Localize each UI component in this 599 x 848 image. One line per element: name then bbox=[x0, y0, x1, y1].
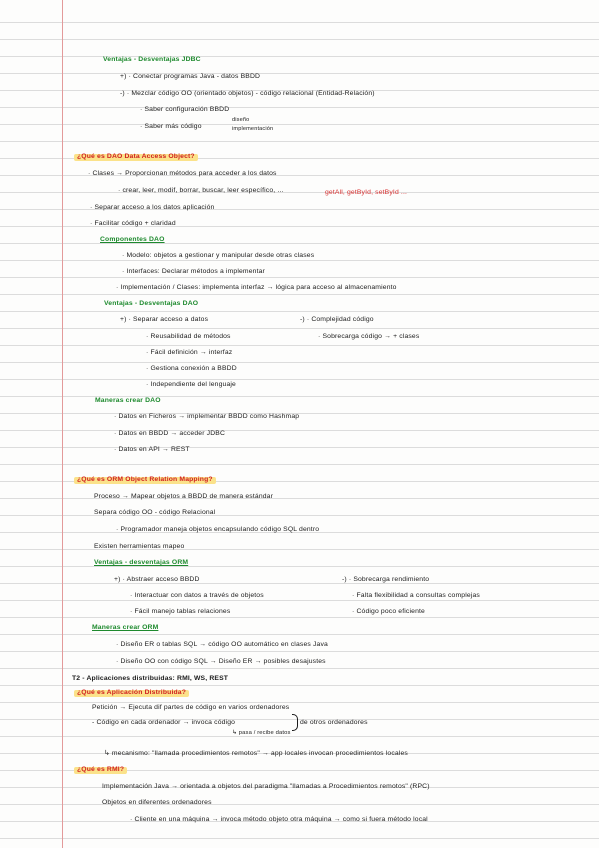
orm-con-flexibilidad: · Falta flexibilidad a consultas complejas bbox=[352, 592, 480, 599]
maneras-api: · Datos en API → REST bbox=[114, 446, 190, 453]
maneras-bbdd: · Datos en BBDD → acceder JDBC bbox=[114, 430, 226, 437]
dao-pro-independiente: · Independiente del lenguaje bbox=[146, 381, 236, 388]
rmi-implementacion: Implementación Java → orientada a objetos del paradigma "llamadas a Procedimientos remotos" (RPC) bbox=[102, 783, 430, 790]
dao-getters: getAll, getById, setById ... bbox=[325, 189, 408, 196]
heading-ventajas-orm: Ventajas - desventajas ORM bbox=[94, 559, 189, 566]
maneras-ficheros: · Datos en Ficheros → implementar BBDD como Hashmap bbox=[114, 413, 300, 420]
orm-pro-abstraer: +) · Abstraer acceso BBDD bbox=[114, 576, 200, 583]
jdbc-implementacion: implementación bbox=[232, 126, 274, 132]
dao-pro-separar: +) · Separar acceso a datos bbox=[120, 316, 209, 323]
componente-interfaces: · Interfaces: Declarar métodos a implementar bbox=[122, 268, 265, 275]
jdbc-diseno: diseño bbox=[232, 117, 250, 123]
dao-facilitar: · Facilitar código + claridad bbox=[90, 220, 176, 227]
dao-con-sobrecarga: · Sobrecarga código → + clases bbox=[318, 333, 420, 340]
componente-implementacion: · Implementación / Clases: implementa interfaz → lógica para acceso al almacenamiento bbox=[116, 284, 397, 291]
rmi-cliente: · Cliente en una máquina → invoca método objeto otra máquina → como si fuera método local bbox=[130, 816, 428, 823]
orm-separa: Separa código OO - código Relacional bbox=[94, 509, 216, 516]
dist-peticion: Petición → Ejecuta dif partes de código en varios ordenadores bbox=[92, 704, 290, 711]
dao-con-complejidad: -) · Complejidad código bbox=[300, 316, 374, 323]
dao-crud: · crear, leer, modif, borrar, buscar, leer específico, ... bbox=[118, 187, 284, 194]
heading-dao-question: ¿Qué es DAO Data Access Object? bbox=[74, 154, 198, 161]
dist-codigo: - Código en cada ordenador → invoca código bbox=[92, 719, 236, 726]
heading-distribuida-question: ¿Qué es Aplicación Distribuida? bbox=[74, 690, 189, 697]
orm-programador: · Programador maneja objetos encapsulando código SQL dentro bbox=[116, 526, 320, 533]
heading-maneras-dao: Maneras crear DAO bbox=[95, 397, 161, 404]
jdbc-saber-codigo: · Saber más código bbox=[140, 123, 202, 130]
dao-separar: · Separar acceso a los datos aplicación bbox=[90, 204, 215, 211]
jdbc-disadvantage: -) · Mezclar código OO (orientado objetos) - código relacional (Entidad-Relación) bbox=[120, 90, 375, 97]
orm-existen: Existen herramientas mapeo bbox=[94, 543, 185, 550]
heading-ventajas-jdbc: Ventajas - Desventajas JDBC bbox=[103, 56, 201, 63]
orm-diseno-oo: · Diseño OO con código SQL → Diseño ER → posibles desajustes bbox=[116, 658, 326, 665]
heading-rmi-question: ¿Qué es RMI? bbox=[74, 767, 127, 774]
orm-con-sobrecarga: -) · Sobrecarga rendimiento bbox=[342, 576, 430, 583]
heading-componentes-dao: Componentes DAO bbox=[100, 236, 165, 243]
componente-modelo: · Modelo: objetos a gestionar y manipular desde otras clases bbox=[122, 252, 315, 259]
heading-ventajas-dao: Ventajas - Desventajas DAO bbox=[104, 300, 199, 307]
heading-orm-question: ¿Qué es ORM Object Relation Mapping? bbox=[74, 477, 216, 484]
dist-pasa: ↳ pasa / recibe datos bbox=[232, 730, 291, 736]
heading-t2: T2 - Aplicaciones distribuidas: RMI, WS, REST bbox=[72, 675, 229, 682]
dao-pro-gestiona: · Gestiona conexión a BBDD bbox=[146, 365, 237, 372]
dao-clases: · Clases → Proporcionan métodos para acceder a los datos bbox=[88, 170, 277, 177]
dao-pro-facil: · Fácil definición → interfaz bbox=[146, 349, 233, 356]
orm-con-codigo: · Código poco eficiente bbox=[352, 608, 425, 615]
orm-pro-interactuar: · Interactuar con datos a través de objetos bbox=[130, 592, 264, 599]
rmi-objetos: Objetos en diferentes ordenadores bbox=[102, 799, 212, 806]
jdbc-saber-config: · Saber configuración BBDD bbox=[140, 106, 230, 113]
dist-mecanismo: ↳ mecanismo: "llamada procedimientos remotos" → app locales invocan procedimientos locales bbox=[104, 750, 408, 757]
orm-proceso: Proceso → Mapear objetos a BBDD de manera estándar bbox=[94, 493, 274, 500]
brace-mark bbox=[292, 714, 298, 731]
dist-otros: de otros ordenadores bbox=[300, 719, 368, 726]
heading-maneras-orm: Maneras crear ORM bbox=[92, 624, 159, 631]
dao-pro-reusabilidad: · Reusabilidad de métodos bbox=[146, 333, 231, 340]
orm-diseno-er: · Diseño ER o tablas SQL → código OO automático en clases Java bbox=[116, 641, 328, 648]
orm-pro-facil: · Fácil manejo tablas relaciones bbox=[130, 608, 231, 615]
jdbc-advantage: +) · Conectar programas Java - datos BBDD bbox=[120, 73, 261, 80]
